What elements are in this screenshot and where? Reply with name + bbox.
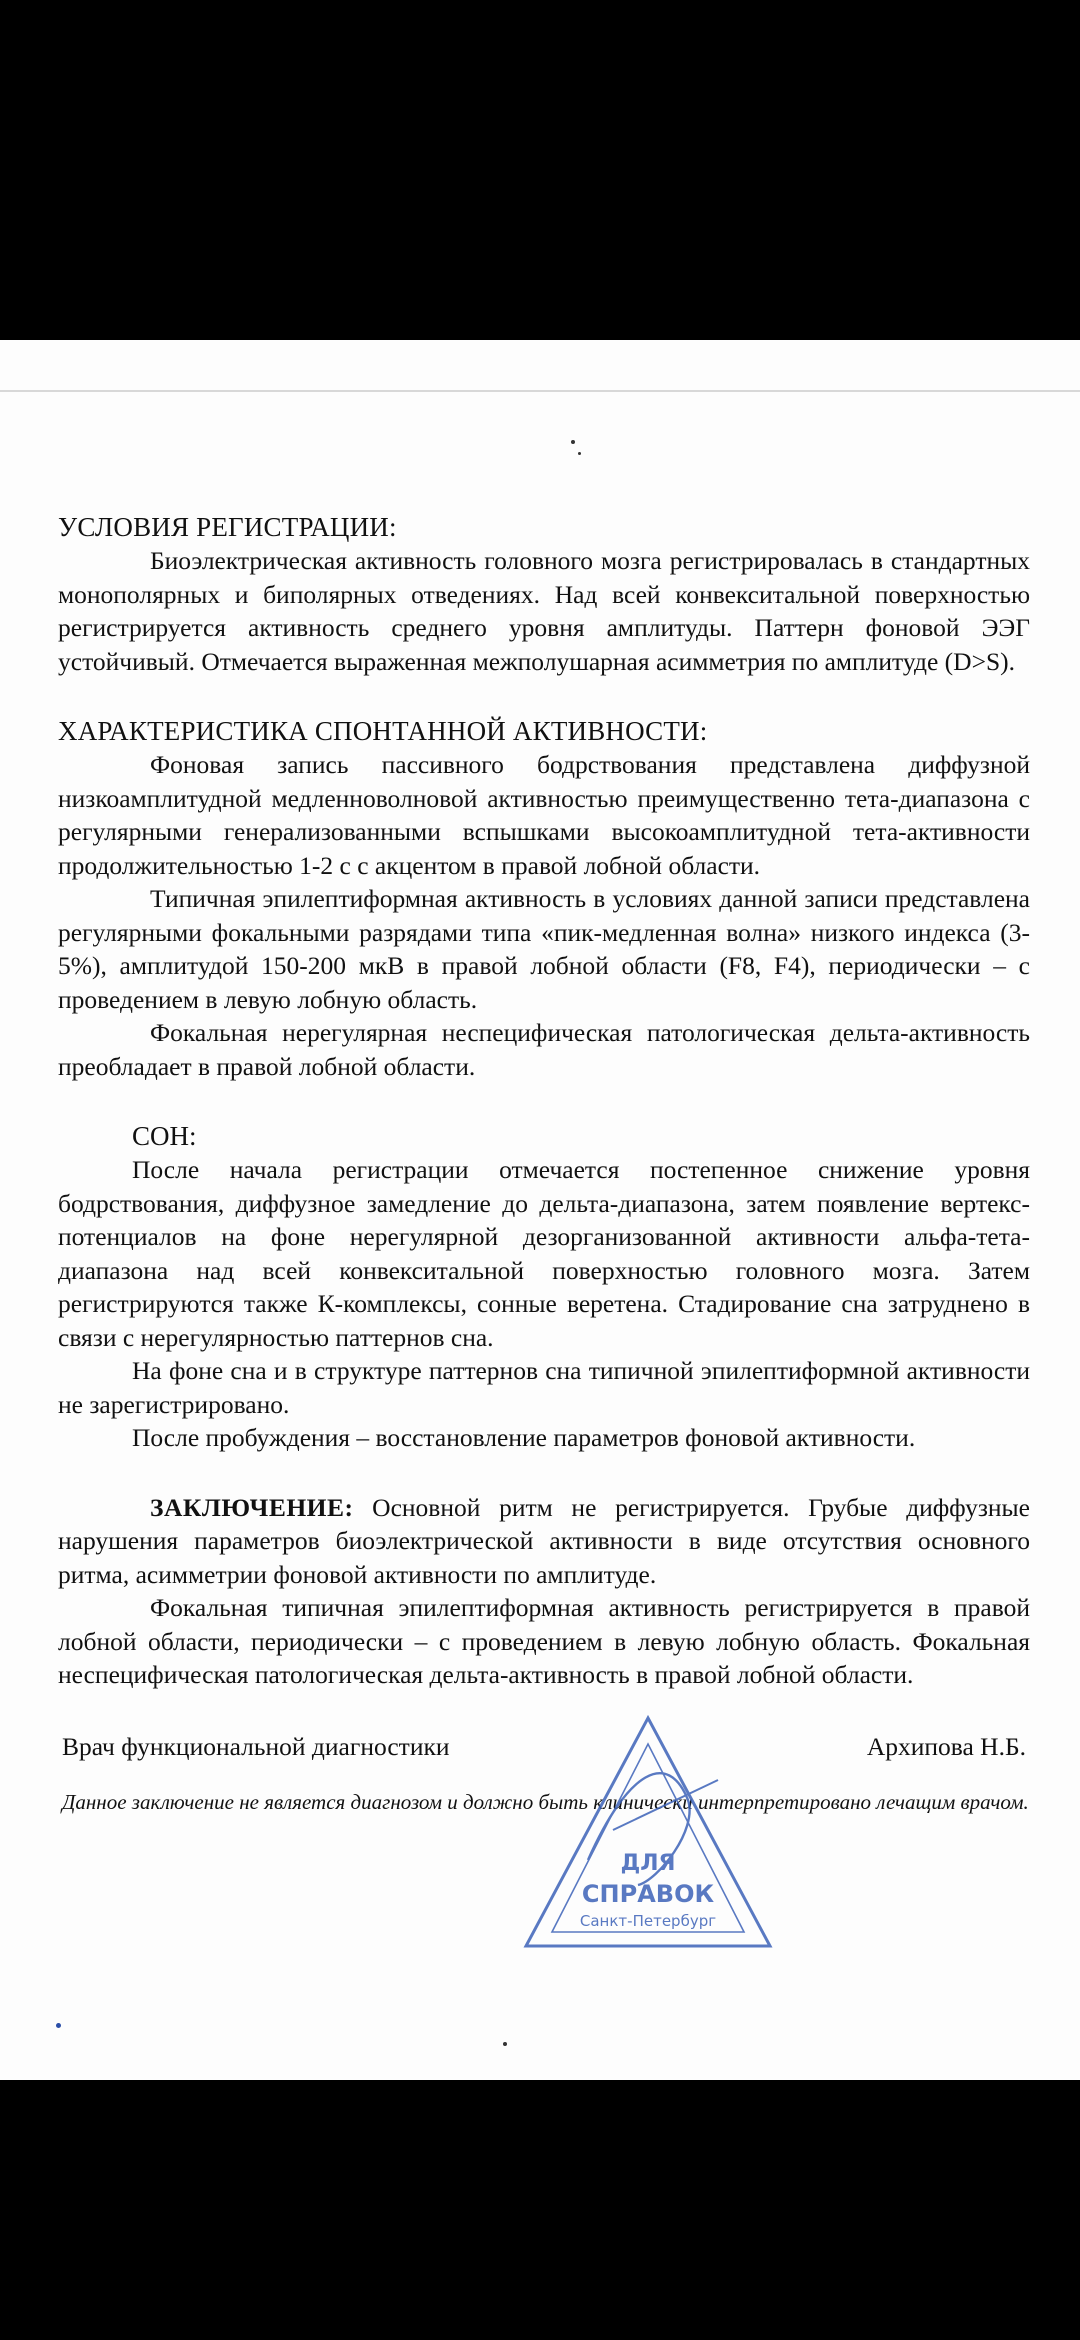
conclusion-paragraph-2: Фокальная типичная эпилептиформная активность регистрируется в правой лобной области, периодически – с проведением в левую лобную область. Фокальная неспецифическая патологическая дельта-активность в правой лобной области.	[58, 1593, 1030, 1689]
disclaimer: Данное заключение не является диагнозом и должно быть клинически интерпретировано лечащим врачом.	[62, 1789, 1029, 1814]
conclusion-label: ЗАКЛЮЧЕНИЕ:	[150, 1492, 354, 1522]
triangle-stamp	[518, 1710, 778, 1960]
paragraph: После пробуждения – восстановление параметров фоновой активности.	[132, 1423, 916, 1452]
doctor-name: Архипова Н.Б.	[866, 1731, 1026, 1761]
stamp-text-top: ДЛЯ	[620, 1851, 676, 1876]
conclusion-paragraph	[58, 1491, 1030, 1592]
stamp-text-city: Санкт-Петербург	[579, 1912, 717, 1930]
doctor-position: Врач функциональной диагностики	[62, 1731, 450, 1761]
paragraph: После начала регистрации отмечается постепенное снижение уровня бодрствования, диффузное замедление до дельта-диапазона, затем появление вертекс-потенциалов на фоне нерегулярной дезорганизованной активности альфа-тета-диапазона над всей конвекситальной поверхностью головного мозга. Затем регистрируются также К-комплексы, сонные веретена. Стадирование сна затруднено в связи с нерегулярностью паттернов сна.	[58, 1155, 1030, 1352]
scan-edge-line	[0, 390, 1080, 392]
scan-speck	[56, 2023, 61, 2028]
paragraph: Фокальная нерегулярная неспецифическая патологическая дельта-активность преобладает в правой лобной области.	[58, 1018, 1030, 1081]
document-page	[0, 340, 1080, 2080]
section-heading-sleep: СОН:	[132, 1121, 197, 1151]
scan-speck	[578, 452, 581, 455]
paragraph: Биоэлектрическая активность головного мозга регистрировалась в стандартных монополярных и биполярных отведениях. Над всей конвекситальной поверхностью регистрируется активность среднего уровня амплитуды. Паттерн фоновой ЭЭГ устойчивый. Отмечается выраженная межполушарная асимметрия по амплитуде (D>S).	[58, 546, 1030, 676]
section-heading-registration: УСЛОВИЯ РЕГИСТРАЦИИ:	[58, 512, 397, 542]
paragraph: На фоне сна и в структуре паттернов сна типичной эпилептиформной активности не зарегистрировано.	[58, 1356, 1030, 1419]
stamp-text-main: СПРАВОК	[581, 1880, 715, 1908]
document-body	[58, 510, 1030, 1817]
paragraph: Типичная эпилептиформная активность в условиях данной записи представлена регулярными фокальными разрядами типа «пик-медленная волна» низкого индекса (3-5%), амплитудой 150-200 мкВ в правой лобной области (F8, F4), периодически – с проведением в левую лобную область.	[58, 884, 1030, 1014]
paragraph: Фоновая запись пассивного бодрствования представлена диффузной низкоамплитудной медленноволновой активностью преимущественно тета-диапазона с регулярными генерализованными вспышками высокоамплитудной тета-активности продолжительностью 1-2 с с акцентом в правой лобной области.	[58, 750, 1030, 880]
section-heading-spontaneous-activity: ХАРАКТЕРИСТИКА СПОНТАННОЙ АКТИВНОСТИ:	[58, 716, 708, 746]
scan-speck	[571, 440, 575, 444]
conclusion-text: Основной ритм не регистрируется. Грубые диффузные нарушения параметров биоэлектрической активности в виде отсутствия основного ритма, асимметрии фоновой активности по амплитуде.	[58, 1492, 1030, 1589]
scan-speck	[503, 2042, 507, 2046]
